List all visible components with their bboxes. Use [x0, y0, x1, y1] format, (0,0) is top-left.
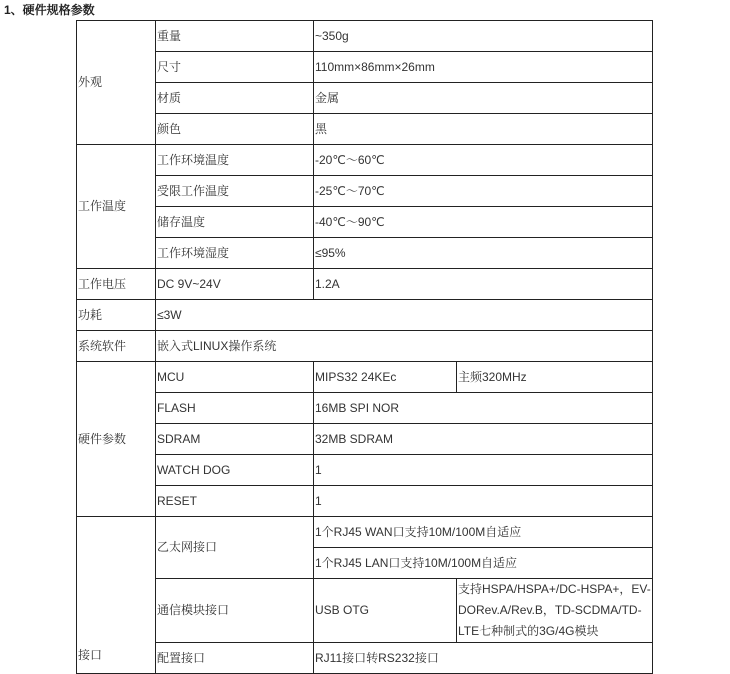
spec-name: 工作环境湿度 — [156, 238, 314, 269]
category-voltage: 工作电压 — [77, 269, 156, 300]
voltage-range: DC 9V~24V — [156, 269, 314, 300]
spec-name: 受限工作温度 — [156, 176, 314, 207]
table-row — [77, 238, 653, 269]
table-row — [77, 176, 653, 207]
table-row — [77, 21, 653, 52]
table-row — [77, 52, 653, 83]
spec-value: -20℃～60℃ — [314, 145, 653, 176]
table-row — [77, 362, 653, 393]
spec-value: 1 — [314, 486, 653, 517]
table-row — [77, 331, 653, 362]
table-row — [77, 393, 653, 424]
spec-name: 工作环境温度 — [156, 145, 314, 176]
software-value: 嵌入式LINUX操作系统 — [156, 331, 653, 362]
spec-value: ≤95% — [314, 238, 653, 269]
table-row — [77, 145, 653, 176]
table-row — [77, 83, 653, 114]
section-heading: 1、硬件规格参数 — [4, 3, 95, 17]
spec-value: 金属 — [314, 83, 653, 114]
power-value: ≤3W — [156, 300, 653, 331]
spec-name: MCU — [156, 362, 314, 393]
category-appearance: 外观 — [77, 21, 156, 145]
ethernet-lan: 1个RJ45 LAN口支持10M/100M自适应 — [314, 548, 653, 579]
table-row — [77, 114, 653, 145]
spec-name: RESET — [156, 486, 314, 517]
spec-value: 1 — [314, 455, 653, 486]
table-row — [77, 300, 653, 331]
spec-name: 储存温度 — [156, 207, 314, 238]
spec-name: 配置接口 — [156, 643, 314, 674]
category-power: 功耗 — [77, 300, 156, 331]
table-row — [77, 486, 653, 517]
table-row — [77, 455, 653, 486]
category-hardware: 硬件参数 — [77, 362, 156, 517]
spec-name: FLASH — [156, 393, 314, 424]
mcu-frequency: 主频320MHz — [457, 362, 653, 393]
spec-value: 16MB SPI NOR — [314, 393, 653, 424]
category-temperature: 工作温度 — [77, 145, 156, 269]
table-row — [77, 269, 653, 300]
category-interface: 接口 — [77, 517, 156, 674]
spec-value: 32MB SDRAM — [314, 424, 653, 455]
hardware-spec-table — [76, 20, 653, 674]
spec-value: 110mm×86mm×26mm — [314, 52, 653, 83]
spec-name: WATCH DOG — [156, 455, 314, 486]
spec-value: 黑 — [314, 114, 653, 145]
table-row — [77, 424, 653, 455]
voltage-current: 1.2A — [314, 269, 653, 300]
spec-name: 重量 — [156, 21, 314, 52]
spec-name: 颜色 — [156, 114, 314, 145]
spec-name: 乙太网接口 — [156, 517, 314, 579]
spec-name: 尺寸 — [156, 52, 314, 83]
spec-value: -25℃～70℃ — [314, 176, 653, 207]
comm-detail: 支持HSPA/HSPA+/DC-HSPA+，EV-DORev.A/Rev.B，TD-SCDMA/TD-LTE七种制式的3G/4G模块 — [457, 579, 653, 643]
spec-name: 通信模块接口 — [156, 579, 314, 643]
mcu-model: MIPS32 24KEc — [314, 362, 457, 393]
spec-value: RJ11接口转RS232接口 — [314, 643, 653, 674]
ethernet-wan: 1个RJ45 WAN口支持10M/100M自适应 — [314, 517, 653, 548]
comm-value: USB OTG — [314, 579, 457, 643]
table-row — [77, 207, 653, 238]
spec-name: 材质 — [156, 83, 314, 114]
spec-value: ~350g — [314, 21, 653, 52]
spec-value: -40℃～90℃ — [314, 207, 653, 238]
spec-name: SDRAM — [156, 424, 314, 455]
category-software: 系统软件 — [77, 331, 156, 362]
table-row — [77, 517, 653, 548]
